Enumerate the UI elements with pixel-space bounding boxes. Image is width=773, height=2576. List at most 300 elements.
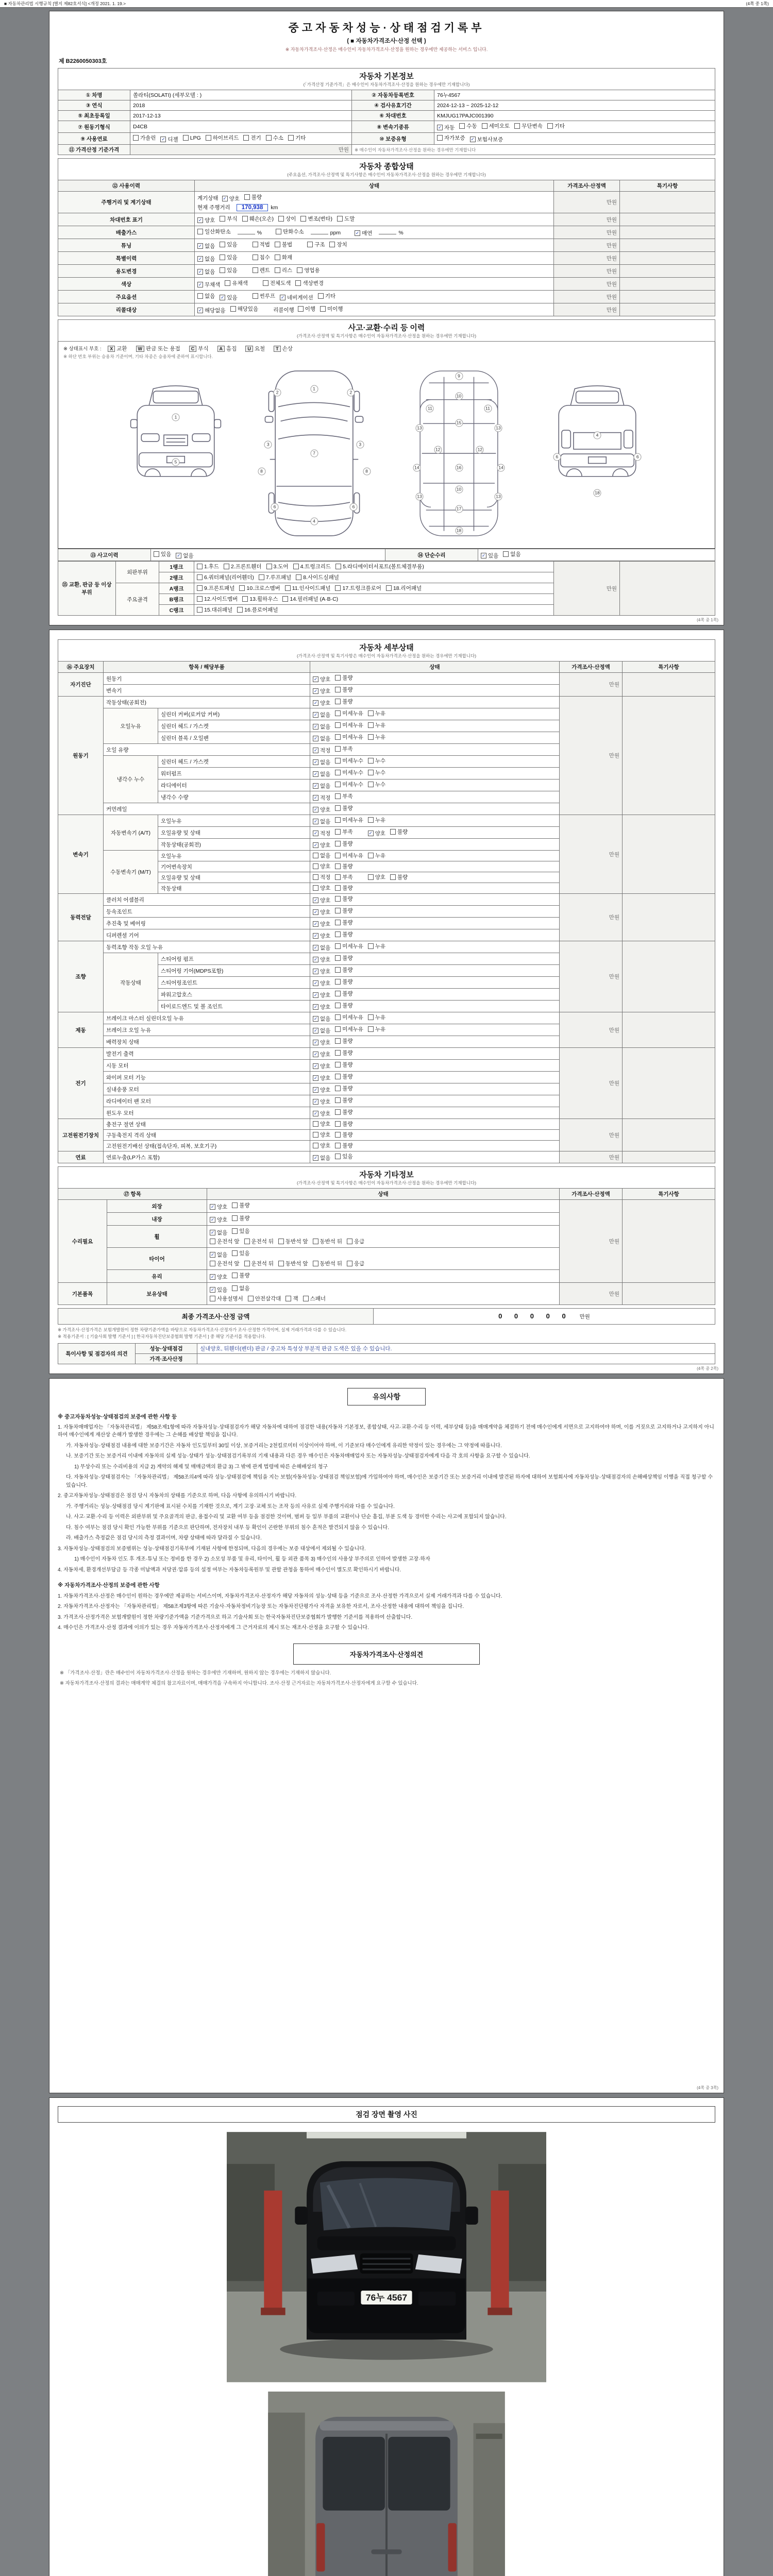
checkbox-unchecked[interactable] bbox=[313, 1260, 343, 1267]
checkbox-unchecked[interactable] bbox=[210, 1238, 240, 1245]
checkbox-checked[interactable] bbox=[313, 1003, 330, 1011]
detail-status bbox=[310, 768, 560, 779]
checkbox-checked[interactable] bbox=[437, 124, 455, 131]
checkbox-glyph bbox=[197, 229, 203, 234]
checkbox-unchecked[interactable] bbox=[275, 241, 292, 248]
diagram-part-number: 17 bbox=[455, 505, 463, 513]
checkbox-unchecked[interactable] bbox=[232, 1227, 249, 1235]
rank-label: 2랭크 bbox=[159, 572, 194, 583]
device-sub-label: 오일누유 bbox=[104, 708, 158, 744]
checkbox-glyph bbox=[368, 734, 374, 740]
checkbox-checked[interactable] bbox=[176, 552, 193, 560]
checkbox-unchecked[interactable] bbox=[313, 873, 330, 881]
checkbox-label: 불법 bbox=[281, 242, 293, 248]
checkbox-checked[interactable] bbox=[313, 920, 330, 928]
checkbox-unchecked[interactable] bbox=[335, 1096, 352, 1104]
checkbox-unchecked[interactable] bbox=[297, 266, 320, 274]
checkbox-unchecked[interactable] bbox=[335, 1108, 352, 1116]
checkbox-checked[interactable] bbox=[313, 818, 330, 825]
checkbox-unchecked[interactable] bbox=[368, 1025, 385, 1033]
rank-label: A랭크 bbox=[159, 583, 194, 594]
checkbox-unchecked[interactable] bbox=[313, 852, 330, 859]
checkbox-unchecked[interactable] bbox=[368, 852, 385, 859]
checkbox-unchecked[interactable] bbox=[197, 573, 254, 581]
checkbox-unchecked[interactable] bbox=[335, 1002, 352, 1009]
checkbox-unchecked[interactable] bbox=[335, 1120, 352, 1128]
checkbox-unchecked[interactable] bbox=[275, 266, 292, 274]
checkbox-unchecked[interactable] bbox=[232, 1272, 249, 1279]
note-cell bbox=[619, 213, 715, 226]
checkbox-checked[interactable] bbox=[470, 135, 503, 143]
detail-item-label: 시동 모터 bbox=[104, 1060, 310, 1072]
service-note: ※ 자동차가격조사·산정은 매수인이 자동차가격조사·산정을 원하는 경우에만 제공하는 서비스 입니다. bbox=[285, 47, 488, 52]
checkbox-glyph: ✓ bbox=[313, 1099, 318, 1104]
checkbox-unchecked[interactable] bbox=[368, 942, 385, 950]
checkbox-unchecked[interactable] bbox=[335, 674, 352, 682]
checkbox-glyph bbox=[335, 874, 341, 880]
checkbox-unchecked[interactable] bbox=[266, 134, 283, 142]
checkbox-unchecked[interactable] bbox=[335, 852, 363, 859]
checkbox-glyph: ✓ bbox=[313, 1016, 318, 1021]
checkbox-unchecked[interactable] bbox=[335, 966, 352, 974]
checkbox-unchecked[interactable] bbox=[335, 990, 352, 997]
checkbox-unchecked[interactable] bbox=[368, 709, 385, 717]
etc-row bbox=[58, 1283, 715, 1305]
checkbox-unchecked[interactable] bbox=[242, 595, 278, 603]
checkbox-checked[interactable] bbox=[313, 687, 330, 695]
checkbox-unchecked[interactable] bbox=[244, 193, 262, 201]
checkbox-unchecked[interactable] bbox=[232, 1249, 249, 1257]
checkbox-unchecked[interactable] bbox=[278, 1260, 308, 1267]
checkbox-unchecked[interactable] bbox=[335, 816, 363, 824]
checkbox-unchecked[interactable] bbox=[335, 1025, 363, 1033]
checkbox-unchecked[interactable] bbox=[244, 1260, 274, 1267]
diagram-part-number: 14 bbox=[497, 464, 505, 471]
checkbox-checked[interactable] bbox=[355, 229, 372, 237]
checkbox-checked[interactable] bbox=[313, 932, 330, 940]
checkbox-glyph bbox=[335, 863, 341, 869]
checkbox-label: 누수 bbox=[375, 758, 386, 764]
checkbox-checked[interactable] bbox=[197, 281, 220, 289]
checkbox-checked[interactable] bbox=[313, 841, 330, 849]
checkbox-glyph bbox=[278, 216, 284, 222]
checkbox-glyph bbox=[335, 1038, 341, 1044]
detail-row bbox=[58, 1119, 715, 1130]
checkbox-unchecked[interactable] bbox=[368, 816, 385, 824]
status-line bbox=[210, 1271, 557, 1281]
checkbox-checked[interactable] bbox=[313, 782, 330, 790]
checkbox-label: 불량 bbox=[342, 955, 353, 961]
checkbox-unchecked[interactable] bbox=[437, 134, 465, 142]
checkbox-unchecked[interactable] bbox=[335, 840, 352, 848]
checkbox-unchecked[interactable] bbox=[263, 279, 291, 287]
checkbox-unchecked[interactable] bbox=[335, 698, 352, 705]
diagram-part-number: 2 bbox=[347, 388, 355, 396]
checkbox-unchecked[interactable] bbox=[390, 873, 408, 881]
checkbox-checked[interactable] bbox=[197, 307, 226, 314]
inspector-opinion-table bbox=[58, 1343, 715, 1364]
checkbox-unchecked[interactable] bbox=[368, 769, 385, 776]
checkbox-unchecked[interactable] bbox=[224, 563, 261, 570]
checkbox-checked[interactable] bbox=[313, 1074, 330, 1082]
checkbox-checked[interactable] bbox=[210, 1216, 227, 1224]
checkbox-unchecked[interactable] bbox=[335, 919, 352, 926]
note-cell bbox=[622, 1283, 715, 1305]
checkbox-unchecked[interactable] bbox=[220, 215, 237, 223]
checkbox-unchecked[interactable] bbox=[459, 122, 477, 130]
checkbox-checked[interactable] bbox=[313, 711, 330, 719]
checkbox-glyph bbox=[347, 1239, 352, 1244]
checkbox-unchecked[interactable] bbox=[335, 757, 363, 765]
checkbox-unchecked[interactable] bbox=[347, 1238, 364, 1245]
checkbox-checked[interactable] bbox=[313, 770, 330, 778]
checkbox-label: 사용설명서 bbox=[217, 1296, 243, 1302]
checkbox-checked[interactable] bbox=[197, 268, 215, 276]
checkbox-label: 무채색 bbox=[205, 282, 221, 288]
checkbox-checked[interactable] bbox=[313, 806, 330, 814]
checkbox-checked[interactable] bbox=[313, 991, 330, 999]
detail-row bbox=[58, 673, 715, 685]
diagram-part-number: 12 bbox=[476, 446, 484, 454]
checkbox-checked[interactable] bbox=[313, 944, 330, 952]
checkbox-checked[interactable] bbox=[313, 675, 330, 683]
checkbox-unchecked[interactable] bbox=[335, 1061, 352, 1069]
checkbox-unchecked[interactable] bbox=[288, 134, 306, 142]
checkbox-unchecked[interactable] bbox=[253, 253, 270, 261]
diagram-part-number: 3 bbox=[356, 440, 364, 448]
status-header: 상태 bbox=[207, 1189, 560, 1200]
checkbox-glyph bbox=[313, 885, 318, 891]
checkbox-unchecked[interactable] bbox=[335, 1037, 352, 1045]
checkbox-unchecked[interactable] bbox=[335, 978, 352, 986]
checkbox-checked[interactable] bbox=[313, 908, 330, 916]
checkbox-unchecked[interactable] bbox=[183, 135, 201, 141]
checkbox-unchecked[interactable] bbox=[335, 1084, 352, 1092]
checkbox-unchecked[interactable] bbox=[337, 215, 355, 223]
damage-diagram-area bbox=[58, 342, 715, 549]
checkbox-unchecked[interactable] bbox=[335, 584, 381, 592]
checkbox-unchecked[interactable] bbox=[133, 134, 156, 142]
checkbox-label: 불량 bbox=[342, 908, 353, 914]
price-cell: 만원 bbox=[553, 252, 619, 265]
checkbox-unchecked[interactable] bbox=[307, 241, 325, 248]
checkbox-checked[interactable] bbox=[160, 135, 178, 143]
detail-status bbox=[310, 953, 560, 965]
detail-status bbox=[310, 708, 560, 720]
checkbox-unchecked[interactable] bbox=[335, 721, 363, 729]
checkbox-glyph bbox=[275, 255, 280, 260]
checkbox-unchecked[interactable] bbox=[197, 292, 215, 300]
checkbox-checked[interactable] bbox=[313, 979, 330, 987]
checkbox-unchecked[interactable] bbox=[335, 563, 424, 570]
checkbox-glyph bbox=[335, 817, 341, 823]
checkbox-unchecked[interactable] bbox=[482, 122, 510, 130]
checkbox-checked[interactable] bbox=[313, 723, 330, 731]
checkbox-checked[interactable] bbox=[222, 195, 240, 202]
checkbox-unchecked[interactable] bbox=[313, 884, 330, 892]
checkbox-unchecked[interactable] bbox=[329, 241, 347, 248]
detail-item-label: 실린더 헤드 / 가스켓 bbox=[158, 720, 310, 732]
checkbox-checked[interactable] bbox=[210, 1203, 227, 1211]
checkbox-unchecked[interactable] bbox=[335, 1013, 363, 1021]
checkbox-checked[interactable] bbox=[313, 956, 330, 963]
checkbox-glyph: ✓ bbox=[210, 1217, 215, 1222]
checkbox-glyph bbox=[285, 1296, 291, 1301]
checkbox-unchecked[interactable] bbox=[278, 1238, 308, 1245]
damage-code-chip: X bbox=[108, 346, 115, 352]
checkbox-checked[interactable] bbox=[210, 1286, 227, 1294]
rank-part-label: 주요골격 bbox=[116, 583, 159, 616]
price-appraisal-opinion-box: 자동차가격조사·산정의견 bbox=[293, 1643, 480, 1665]
checkbox-label: 5.라디에이터서포트(볼트체결부품) bbox=[343, 564, 424, 570]
checkbox-checked[interactable] bbox=[313, 699, 330, 707]
checkbox-checked[interactable] bbox=[313, 1027, 330, 1035]
checkbox-unchecked[interactable] bbox=[278, 215, 296, 223]
checkbox-unchecked[interactable] bbox=[514, 122, 543, 130]
checkbox-unchecked[interactable] bbox=[313, 862, 330, 870]
checkbox-label: 양호 bbox=[375, 831, 385, 837]
checkbox-glyph bbox=[275, 267, 280, 273]
checkbox-glyph bbox=[278, 1239, 284, 1244]
checkbox-unchecked[interactable] bbox=[298, 305, 315, 313]
price-cell: 만원 bbox=[559, 1119, 622, 1151]
checkbox-label: 불량 bbox=[342, 1062, 353, 1068]
checkbox-unchecked[interactable] bbox=[197, 228, 231, 235]
checkbox-unchecked[interactable] bbox=[220, 266, 237, 274]
checkbox-unchecked[interactable] bbox=[285, 1295, 298, 1302]
checkbox-unchecked[interactable] bbox=[335, 804, 352, 812]
detail-item-label: 디퍼렌셜 기어 bbox=[104, 929, 310, 941]
checkbox-unchecked[interactable] bbox=[335, 792, 352, 800]
checkbox-unchecked[interactable] bbox=[266, 563, 289, 570]
checkbox-checked[interactable] bbox=[313, 1015, 330, 1023]
checkbox-unchecked[interactable] bbox=[232, 1284, 249, 1292]
checkbox-checked[interactable] bbox=[481, 552, 498, 560]
checkbox-checked[interactable] bbox=[280, 294, 313, 301]
checkbox-label: 전기 bbox=[250, 135, 261, 141]
checkbox-unchecked[interactable] bbox=[347, 1260, 364, 1267]
checkbox-label: 양호 bbox=[320, 863, 331, 870]
checkbox-unchecked[interactable] bbox=[335, 862, 352, 870]
checkbox-unchecked[interactable] bbox=[253, 241, 270, 248]
checkbox-unchecked[interactable] bbox=[335, 745, 352, 753]
checkbox-label: 해당없음 bbox=[205, 308, 226, 314]
checkbox-unchecked[interactable] bbox=[210, 1295, 243, 1302]
checkbox-glyph bbox=[335, 1026, 341, 1032]
note-cell bbox=[619, 303, 715, 316]
checkbox-label: 양호 bbox=[217, 1204, 228, 1210]
accident-section-subtitle: (가격조사·산정액 및 특기사항은 매수인이 자동차가격조사·산정을 원하는 경우에만 기재합니다) bbox=[296, 333, 477, 338]
checkbox-checked[interactable] bbox=[313, 747, 330, 754]
checkbox-unchecked[interactable] bbox=[335, 954, 352, 962]
checkbox-unchecked[interactable] bbox=[335, 1131, 352, 1139]
checkbox-unchecked[interactable] bbox=[282, 595, 338, 603]
checkbox-checked[interactable] bbox=[313, 896, 330, 904]
field-label: ① 차명 bbox=[58, 90, 130, 100]
checkbox-label: 불량 bbox=[342, 1109, 353, 1115]
detail-status bbox=[310, 685, 560, 697]
checkbox-glyph bbox=[197, 596, 203, 602]
car-top-frame-diagram bbox=[393, 364, 525, 543]
checkbox-unchecked[interactable] bbox=[230, 305, 259, 313]
checkbox-unchecked[interactable] bbox=[225, 279, 247, 287]
checkbox-unchecked[interactable] bbox=[293, 563, 331, 570]
checkbox-checked[interactable] bbox=[313, 1098, 330, 1106]
checkbox-unchecked[interactable] bbox=[503, 550, 520, 558]
checkbox-unchecked[interactable] bbox=[335, 1049, 352, 1057]
checkbox-unchecked[interactable] bbox=[335, 709, 363, 717]
checkbox-unchecked[interactable] bbox=[197, 584, 234, 592]
checkbox-checked[interactable] bbox=[313, 794, 330, 802]
checkbox-checked[interactable] bbox=[313, 1154, 330, 1162]
checkbox-unchecked[interactable] bbox=[197, 606, 232, 614]
checkbox-unchecked[interactable] bbox=[197, 595, 238, 603]
checkbox-unchecked[interactable] bbox=[313, 1142, 330, 1149]
checkbox-unchecked[interactable] bbox=[244, 1238, 274, 1245]
etc-status bbox=[207, 1270, 560, 1283]
exchange-rank-table bbox=[58, 561, 715, 616]
price-cell: 만원 bbox=[559, 1012, 622, 1048]
page-1 bbox=[49, 11, 724, 625]
checkbox-unchecked[interactable] bbox=[253, 292, 275, 300]
checkbox-glyph bbox=[232, 1285, 238, 1291]
checkbox-checked[interactable] bbox=[313, 968, 330, 975]
checkbox-checked[interactable] bbox=[197, 255, 215, 263]
checkbox-unchecked[interactable] bbox=[335, 895, 352, 903]
checkbox-unchecked[interactable] bbox=[313, 1120, 330, 1128]
checkbox-unchecked[interactable] bbox=[390, 828, 408, 836]
checkbox-unchecked[interactable] bbox=[296, 573, 339, 581]
checkbox-unchecked[interactable] bbox=[197, 563, 219, 570]
etc-item-label: 유리 bbox=[107, 1270, 207, 1283]
checkbox-unchecked[interactable] bbox=[210, 1260, 240, 1267]
checkbox-label: 2.프론트휀더 bbox=[231, 564, 262, 570]
etc-section-title: 자동차 기타정보 bbox=[359, 1171, 414, 1179]
checkbox-unchecked[interactable] bbox=[368, 1013, 385, 1021]
checkbox-unchecked[interactable] bbox=[368, 781, 385, 788]
checkbox-unchecked[interactable] bbox=[335, 942, 363, 950]
detail-item-label: 동력조향 작동 오일 누유 bbox=[104, 941, 310, 953]
checkbox-checked[interactable] bbox=[210, 1273, 227, 1281]
checkbox-unchecked[interactable] bbox=[275, 253, 292, 261]
checkbox-label: 양호 bbox=[320, 1040, 331, 1046]
checkbox-unchecked[interactable] bbox=[368, 757, 385, 765]
detail-row bbox=[58, 1048, 715, 1060]
checkbox-unchecked[interactable] bbox=[154, 550, 171, 558]
checkbox-unchecked[interactable] bbox=[253, 266, 270, 274]
checkbox-unchecked[interactable] bbox=[232, 1201, 249, 1209]
checkbox-glyph bbox=[335, 908, 341, 913]
checkbox-unchecked[interactable] bbox=[368, 873, 385, 881]
checkbox-unchecked[interactable] bbox=[295, 279, 324, 287]
checkbox-label: 침수 bbox=[259, 255, 270, 261]
checkbox-checked[interactable] bbox=[313, 758, 330, 766]
checkbox-checked[interactable] bbox=[313, 1086, 330, 1094]
checkbox-label: 부족 bbox=[342, 793, 353, 800]
checkbox-unchecked[interactable] bbox=[335, 1073, 352, 1080]
checkbox-unchecked[interactable] bbox=[248, 1295, 281, 1302]
checkbox-unchecked[interactable] bbox=[300, 215, 332, 223]
checkbox-unchecked[interactable] bbox=[335, 930, 352, 938]
checkbox-checked[interactable] bbox=[313, 735, 330, 742]
checkbox-glyph: ✓ bbox=[210, 1204, 215, 1209]
checkbox-unchecked[interactable] bbox=[206, 134, 239, 142]
checkbox-unchecked[interactable] bbox=[276, 228, 304, 235]
checkbox-unchecked[interactable] bbox=[386, 584, 422, 592]
checkbox-unchecked[interactable] bbox=[335, 1142, 352, 1149]
checkbox-checked[interactable] bbox=[197, 242, 215, 250]
checkbox-checked[interactable] bbox=[313, 829, 330, 837]
checkbox-unchecked[interactable] bbox=[335, 686, 352, 693]
blank-field bbox=[379, 229, 396, 234]
checkbox-unchecked[interactable] bbox=[243, 134, 261, 142]
checkbox-label: 불량 bbox=[342, 967, 353, 973]
checkbox-unchecked[interactable] bbox=[335, 1153, 352, 1160]
checkbox-glyph bbox=[242, 216, 248, 222]
checkbox-unchecked[interactable] bbox=[335, 907, 352, 914]
checkbox-unchecked[interactable] bbox=[368, 721, 385, 729]
checkbox-checked[interactable] bbox=[313, 1062, 330, 1070]
checkbox-unchecked[interactable] bbox=[335, 873, 352, 881]
checkbox-label: 양호 bbox=[320, 933, 331, 939]
checkbox-unchecked[interactable] bbox=[335, 769, 363, 776]
checkbox-unchecked[interactable] bbox=[237, 606, 278, 614]
checkbox-unchecked[interactable] bbox=[220, 253, 237, 261]
overall-row bbox=[58, 226, 715, 239]
checkbox-checked[interactable] bbox=[313, 1050, 330, 1058]
checkbox-unchecked[interactable] bbox=[303, 1295, 326, 1302]
opinion-row bbox=[58, 1343, 715, 1353]
checkbox-unchecked[interactable] bbox=[232, 1214, 249, 1222]
checkbox-label: 양호 bbox=[320, 688, 331, 694]
checkbox-unchecked[interactable] bbox=[335, 781, 363, 788]
checkbox-unchecked[interactable] bbox=[335, 733, 363, 741]
checkbox-glyph bbox=[313, 1143, 318, 1148]
checkbox-unchecked[interactable] bbox=[547, 122, 565, 130]
checkbox-unchecked[interactable] bbox=[318, 292, 335, 300]
checkbox-label: 양호 bbox=[320, 1052, 331, 1058]
checkbox-unchecked[interactable] bbox=[368, 733, 385, 741]
checkbox-checked[interactable] bbox=[197, 216, 215, 224]
checkbox-label: 양호 bbox=[320, 1004, 331, 1010]
checkbox-unchecked[interactable] bbox=[335, 884, 352, 892]
checkbox-label: 불량 bbox=[342, 1097, 353, 1104]
checkbox-checked[interactable] bbox=[220, 294, 237, 301]
device-group-label: 조향 bbox=[58, 941, 104, 1012]
notice-paragraph: 다. 자동차성능·상태점검자는 「자동차관리법」 제58조의4에 따라 성능·상태점검에 책임을 지는 보험(자동차성능·상태점검 책임보험)에 가입하여야 하며, 매수인은 보증기간 또는 보증거리 이내에 발견된 하자에 대하여 보험회사에 자동차성능·상태점검자의 손해배상책임 이행을 직접 청구할 수 있습니다. bbox=[66, 1475, 713, 1488]
checkbox-checked[interactable] bbox=[313, 1039, 330, 1046]
checkbox-checked[interactable] bbox=[368, 829, 385, 837]
checkbox-checked[interactable] bbox=[210, 1251, 227, 1259]
overall-item-label: 주행거리 및 계기상태 bbox=[58, 192, 195, 213]
checkbox-unchecked[interactable] bbox=[335, 828, 352, 836]
checkbox-unchecked[interactable] bbox=[259, 573, 291, 581]
checkbox-unchecked[interactable] bbox=[285, 584, 331, 592]
checkbox-unchecked[interactable] bbox=[220, 241, 237, 248]
checkbox-unchecked[interactable] bbox=[320, 305, 343, 313]
checkbox-label: 동반석 뒤 bbox=[320, 1261, 342, 1267]
checkbox-unchecked[interactable] bbox=[313, 1238, 343, 1245]
checkbox-checked[interactable] bbox=[210, 1229, 227, 1236]
detail-item-label: 오일 유량 bbox=[104, 744, 310, 756]
checkbox-label: 장치 bbox=[337, 242, 347, 248]
checkbox-glyph bbox=[313, 1121, 318, 1127]
checkbox-unchecked[interactable] bbox=[239, 584, 280, 592]
checkbox-unchecked[interactable] bbox=[313, 1131, 330, 1139]
price-cell: 만원 bbox=[553, 239, 619, 252]
checkbox-checked[interactable] bbox=[313, 1110, 330, 1117]
checkbox-unchecked[interactable] bbox=[242, 215, 274, 223]
